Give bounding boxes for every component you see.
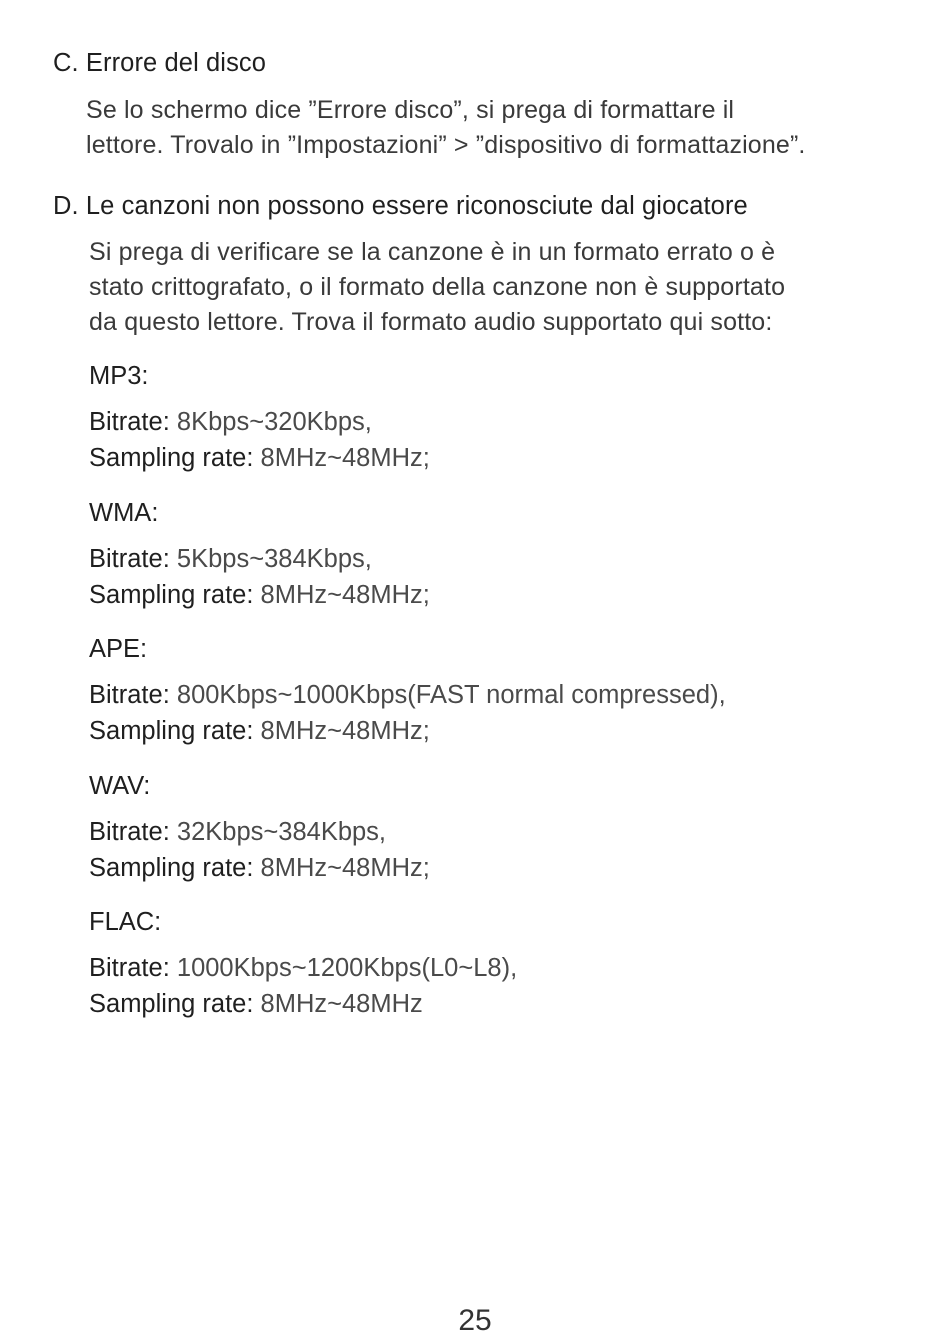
sampling-label: Sampling rate: bbox=[89, 581, 254, 609]
page-number: 25 bbox=[458, 1304, 492, 1337]
bitrate-row bbox=[89, 677, 726, 713]
sampling-value: 8MHz~48MHz; bbox=[260, 581, 430, 609]
section-d-line: Si prega di verificare se la canzone è in un formato errato o è bbox=[89, 238, 776, 266]
format-block-flac bbox=[89, 904, 517, 1022]
bitrate-value: 5Kbps~384Kbps, bbox=[176, 545, 372, 573]
sampling-label: Sampling rate: bbox=[89, 444, 254, 472]
sampling-value: 8MHz~48MHz; bbox=[260, 854, 430, 882]
sampling-label: Sampling rate: bbox=[89, 717, 254, 745]
sampling-value: 8MHz~48MHz bbox=[260, 990, 423, 1018]
sampling-row bbox=[89, 986, 517, 1022]
bitrate-value: 32Kbps~384Kbps, bbox=[176, 818, 387, 846]
sampling-value: 8MHz~48MHz; bbox=[260, 717, 430, 745]
format-name: WMA: bbox=[89, 499, 159, 527]
sampling-row bbox=[89, 713, 726, 749]
format-block-wav bbox=[89, 768, 430, 886]
section-c-heading: C. Errore del disco bbox=[53, 49, 267, 77]
bitrate-value: 800Kbps~1000Kbps(FAST normal compressed), bbox=[176, 681, 726, 709]
bitrate-row bbox=[89, 404, 430, 440]
sampling-label: Sampling rate: bbox=[89, 854, 254, 882]
section-c-line: lettore. Trovalo in ”Impostazioni” > ”dispositivo di formattazione”. bbox=[86, 131, 806, 159]
bitrate-label: Bitrate: bbox=[89, 545, 170, 573]
bitrate-row bbox=[89, 814, 430, 850]
section-c-line: Se lo schermo dice ”Errore disco”, si prega di formattare il bbox=[86, 96, 735, 124]
sampling-row bbox=[89, 440, 430, 476]
format-name: WAV: bbox=[89, 772, 151, 800]
format-name: FLAC: bbox=[89, 908, 162, 936]
sampling-value: 8MHz~48MHz; bbox=[260, 444, 430, 472]
format-name: MP3: bbox=[89, 362, 149, 390]
bitrate-label: Bitrate: bbox=[89, 954, 170, 982]
bitrate-row bbox=[89, 541, 430, 577]
bitrate-value: 1000Kbps~1200Kbps(L0~L8), bbox=[176, 954, 518, 982]
sampling-row bbox=[89, 577, 430, 613]
section-c-body bbox=[86, 93, 906, 163]
bitrate-value: 8Kbps~320Kbps, bbox=[176, 408, 372, 436]
bitrate-label: Bitrate: bbox=[89, 408, 170, 436]
section-d-line: stato crittografato, o il formato della canzone non è supportato bbox=[89, 273, 786, 301]
section-d-line: da questo lettore. Trova il formato audio supportato qui sotto: bbox=[89, 308, 773, 336]
format-name: APE: bbox=[89, 635, 148, 663]
format-block-wma bbox=[89, 495, 430, 613]
sampling-label: Sampling rate: bbox=[89, 990, 254, 1018]
format-block-ape bbox=[89, 631, 726, 749]
bitrate-label: Bitrate: bbox=[89, 818, 170, 846]
section-d-heading: D. Le canzoni non possono essere riconosciute dal giocatore bbox=[53, 192, 748, 220]
bitrate-label: Bitrate: bbox=[89, 681, 170, 709]
bitrate-row bbox=[89, 950, 517, 986]
section-d-body bbox=[89, 235, 909, 340]
format-block-mp3 bbox=[89, 358, 430, 476]
sampling-row bbox=[89, 850, 430, 886]
